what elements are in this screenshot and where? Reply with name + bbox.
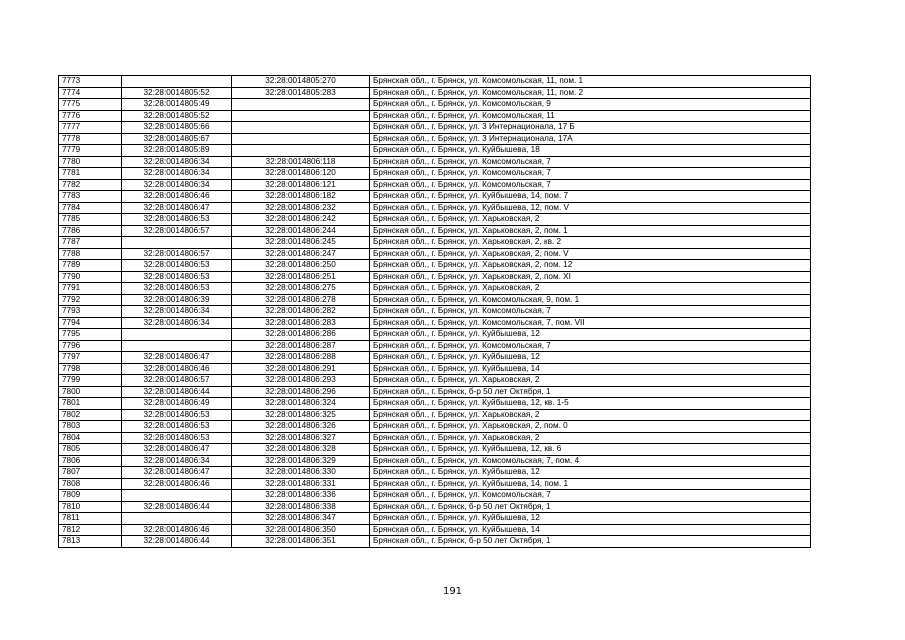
land-cadastral-number-cell	[122, 490, 232, 502]
table-row	[59, 145, 811, 157]
land-cadastral-number-cell: 32:28:0014806:34	[122, 168, 232, 180]
object-cadastral-number-cell: 32:28:0014806:347	[232, 513, 370, 525]
object-cadastral-number-cell: 32:28:0014806:296	[232, 386, 370, 398]
land-cadastral-number-cell: 32:28:0014806:44	[122, 501, 232, 513]
object-cadastral-number-cell	[232, 99, 370, 111]
table-row	[59, 467, 811, 479]
address-cell: Брянская обл., г. Брянск, ул. Харьковская, 2, пом. 0	[370, 421, 811, 433]
address-cell: Брянская обл., г. Брянск, ул. Куйбышева, 12	[370, 329, 811, 341]
table-row	[59, 375, 811, 387]
land-cadastral-number-cell: 32:28:0014806:57	[122, 375, 232, 387]
address-cell: Брянская обл., г. Брянск, ул. Харьковская, 2	[370, 283, 811, 295]
table-row	[59, 432, 811, 444]
address-cell: Брянская обл., г. Брянск, ул. Харьковская, 2, пом. 12	[370, 260, 811, 272]
object-cadastral-number-cell: 32:28:0014806:278	[232, 294, 370, 306]
table-row	[59, 317, 811, 329]
row-number-cell: 7794	[59, 317, 122, 329]
land-cadastral-number-cell: 32:28:0014806:46	[122, 478, 232, 490]
object-cadastral-number-cell: 32:28:0014806:242	[232, 214, 370, 226]
register-table	[58, 75, 811, 548]
address-cell: Брянская обл., г. Брянск, ул. Комсомольская, 7	[370, 168, 811, 180]
object-cadastral-number-cell: 32:28:0014806:250	[232, 260, 370, 272]
table-row	[59, 340, 811, 352]
land-cadastral-number-cell: 32:28:0014806:49	[122, 398, 232, 410]
object-cadastral-number-cell: 32:28:0014806:120	[232, 168, 370, 180]
table-body	[59, 76, 811, 548]
address-cell: Брянская обл., г. Брянск, ул. Куйбышева, 12	[370, 467, 811, 479]
land-cadastral-number-cell	[122, 329, 232, 341]
object-cadastral-number-cell: 32:28:0014806:331	[232, 478, 370, 490]
object-cadastral-number-cell: 32:28:0014806:336	[232, 490, 370, 502]
object-cadastral-number-cell: 32:28:0014806:251	[232, 271, 370, 283]
address-cell: Брянская обл., г. Брянск, ул. Куйбышева, 12	[370, 352, 811, 364]
object-cadastral-number-cell: 32:28:0014806:244	[232, 225, 370, 237]
row-number-cell: 7807	[59, 467, 122, 479]
table-row	[59, 260, 811, 272]
land-cadastral-number-cell	[122, 513, 232, 525]
land-cadastral-number-cell: 32:28:0014806:53	[122, 271, 232, 283]
land-cadastral-number-cell: 32:28:0014806:46	[122, 363, 232, 375]
land-cadastral-number-cell: 32:28:0014806:53	[122, 283, 232, 295]
table-row	[59, 478, 811, 490]
table-row	[59, 524, 811, 536]
address-cell: Брянская обл., г. Брянск, ул. Куйбышева, 12, кв. 6	[370, 444, 811, 456]
row-number-cell: 7797	[59, 352, 122, 364]
land-cadastral-number-cell: 32:28:0014806:34	[122, 156, 232, 168]
table-row	[59, 306, 811, 318]
land-cadastral-number-cell: 32:28:0014805:67	[122, 133, 232, 145]
address-cell: Брянская обл., г. Брянск, ул. Комсомольская, 11	[370, 110, 811, 122]
row-number-cell: 7773	[59, 76, 122, 88]
land-cadastral-number-cell: 32:28:0014806:44	[122, 536, 232, 548]
address-cell: Брянская обл., г. Брянск, ул. Харьковская, 2	[370, 375, 811, 387]
object-cadastral-number-cell	[232, 145, 370, 157]
row-number-cell: 7788	[59, 248, 122, 260]
address-cell: Брянская обл., г. Брянск, ул. 3 Интернационала, 17А	[370, 133, 811, 145]
object-cadastral-number-cell: 32:28:0014806:338	[232, 501, 370, 513]
table-row	[59, 283, 811, 295]
table-row	[59, 421, 811, 433]
object-cadastral-number-cell: 32:28:0014806:329	[232, 455, 370, 467]
land-cadastral-number-cell: 32:28:0014806:47	[122, 352, 232, 364]
land-cadastral-number-cell: 32:28:0014806:47	[122, 444, 232, 456]
address-cell: Брянская обл., г. Брянск, б-р 50 лет Октября, 1	[370, 536, 811, 548]
table-row	[59, 363, 811, 375]
address-cell: Брянская обл., г. Брянск, ул. Харьковская, 2	[370, 409, 811, 421]
address-cell: Брянская обл., г. Брянск, ул. Комсомольская, 7	[370, 490, 811, 502]
address-cell: Брянская обл., г. Брянск, ул. Харьковская, 2, пом. V	[370, 248, 811, 260]
address-cell: Брянская обл., г. Брянск, ул. Харьковская, 2, пом. XI	[370, 271, 811, 283]
table-row	[59, 191, 811, 203]
land-cadastral-number-cell: 32:28:0014806:34	[122, 455, 232, 467]
table-row	[59, 398, 811, 410]
address-cell: Брянская обл., г. Брянск, ул. Куйбышева, 14	[370, 363, 811, 375]
row-number-cell: 7775	[59, 99, 122, 111]
table-row	[59, 513, 811, 525]
land-cadastral-number-cell: 32:28:0014806:34	[122, 306, 232, 318]
land-cadastral-number-cell: 32:28:0014805:49	[122, 99, 232, 111]
table-row	[59, 248, 811, 260]
address-cell: Брянская обл., г. Брянск, ул. Харьковская, 2	[370, 432, 811, 444]
table-row	[59, 490, 811, 502]
table-row	[59, 386, 811, 398]
address-cell: Брянская обл., г. Брянск, ул. Куйбышева, 12	[370, 513, 811, 525]
land-cadastral-number-cell: 32:28:0014806:57	[122, 225, 232, 237]
land-cadastral-number-cell: 32:28:0014806:53	[122, 421, 232, 433]
row-number-cell: 7799	[59, 375, 122, 387]
land-cadastral-number-cell: 32:28:0014806:46	[122, 524, 232, 536]
land-cadastral-number-cell	[122, 340, 232, 352]
address-cell: Брянская обл., г. Брянск, ул. Комсомольская, 7	[370, 340, 811, 352]
row-number-cell: 7802	[59, 409, 122, 421]
address-cell: Брянская обл., г. Брянск, ул. Куйбышева, 14	[370, 524, 811, 536]
object-cadastral-number-cell: 32:28:0014806:247	[232, 248, 370, 260]
table-row	[59, 329, 811, 341]
address-cell: Брянская обл., г. Брянск, ул. Комсомольская, 9, пом. 1	[370, 294, 811, 306]
object-cadastral-number-cell: 32:28:0014806:121	[232, 179, 370, 191]
address-cell: Брянская обл., г. Брянск, б-р 50 лет Октября, 1	[370, 501, 811, 513]
page-number: 191	[442, 586, 463, 597]
address-cell: Брянская обл., г. Брянск, ул. Комсомольская, 7	[370, 156, 811, 168]
land-cadastral-number-cell: 32:28:0014806:39	[122, 294, 232, 306]
object-cadastral-number-cell: 32:28:0014806:275	[232, 283, 370, 295]
land-cadastral-number-cell: 32:28:0014806:53	[122, 260, 232, 272]
address-cell: Брянская обл., г. Брянск, ул. Комсомольская, 9	[370, 99, 811, 111]
object-cadastral-number-cell	[232, 122, 370, 134]
row-number-cell: 7791	[59, 283, 122, 295]
object-cadastral-number-cell: 32:28:0014806:324	[232, 398, 370, 410]
table-row	[59, 76, 811, 88]
object-cadastral-number-cell: 32:28:0014806:245	[232, 237, 370, 249]
object-cadastral-number-cell: 32:28:0014806:232	[232, 202, 370, 214]
address-cell: Брянская обл., г. Брянск, ул. Куйбышева, 12, пом. V	[370, 202, 811, 214]
table-row	[59, 202, 811, 214]
table-row	[59, 536, 811, 548]
row-number-cell: 7811	[59, 513, 122, 525]
object-cadastral-number-cell: 32:28:0014806:293	[232, 375, 370, 387]
address-cell: Брянская обл., г. Брянск, ул. Комсомольская, 7	[370, 179, 811, 191]
row-number-cell: 7813	[59, 536, 122, 548]
address-cell: Брянская обл., г. Брянск, ул. Куйбышева, 18	[370, 145, 811, 157]
land-cadastral-number-cell: 32:28:0014805:52	[122, 110, 232, 122]
object-cadastral-number-cell: 32:28:0014806:282	[232, 306, 370, 318]
row-number-cell: 7790	[59, 271, 122, 283]
row-number-cell: 7778	[59, 133, 122, 145]
object-cadastral-number-cell: 32:28:0014806:288	[232, 352, 370, 364]
row-number-cell: 7774	[59, 87, 122, 99]
object-cadastral-number-cell: 32:28:0014806:330	[232, 467, 370, 479]
address-cell: Брянская обл., г. Брянск, ул. Комсомольская, 7, пом. VII	[370, 317, 811, 329]
row-number-cell: 7810	[59, 501, 122, 513]
object-cadastral-number-cell: 32:28:0014806:326	[232, 421, 370, 433]
row-number-cell: 7779	[59, 145, 122, 157]
address-cell: Брянская обл., г. Брянск, ул. 3 Интернационала, 17 Б	[370, 122, 811, 134]
land-cadastral-number-cell: 32:28:0014806:57	[122, 248, 232, 260]
row-number-cell: 7776	[59, 110, 122, 122]
row-number-cell: 7789	[59, 260, 122, 272]
table-row	[59, 237, 811, 249]
object-cadastral-number-cell: 32:28:0014806:291	[232, 363, 370, 375]
object-cadastral-number-cell	[232, 110, 370, 122]
land-cadastral-number-cell: 32:28:0014806:53	[122, 432, 232, 444]
row-number-cell: 7806	[59, 455, 122, 467]
land-cadastral-number-cell: 32:28:0014806:53	[122, 214, 232, 226]
row-number-cell: 7793	[59, 306, 122, 318]
row-number-cell: 7804	[59, 432, 122, 444]
object-cadastral-number-cell: 32:28:0014806:351	[232, 536, 370, 548]
address-cell: Брянская обл., г. Брянск, б-р 50 лет Октября, 1	[370, 386, 811, 398]
land-cadastral-number-cell	[122, 237, 232, 249]
table-row	[59, 133, 811, 145]
table-row	[59, 294, 811, 306]
table-row	[59, 168, 811, 180]
object-cadastral-number-cell: 32:28:0014805:283	[232, 87, 370, 99]
row-number-cell: 7781	[59, 168, 122, 180]
row-number-cell: 7777	[59, 122, 122, 134]
land-cadastral-number-cell: 32:28:0014806:34	[122, 317, 232, 329]
address-cell: Брянская обл., г. Брянск, ул. Куйбышева, 14, пом. 1	[370, 478, 811, 490]
table-row	[59, 271, 811, 283]
object-cadastral-number-cell: 32:28:0014806:283	[232, 317, 370, 329]
row-number-cell: 7780	[59, 156, 122, 168]
land-cadastral-number-cell: 32:28:0014805:89	[122, 145, 232, 157]
table-row	[59, 179, 811, 191]
row-number-cell: 7792	[59, 294, 122, 306]
row-number-cell: 7800	[59, 386, 122, 398]
address-cell: Брянская обл., г. Брянск, ул. Харьковская, 2	[370, 214, 811, 226]
land-cadastral-number-cell: 32:28:0014806:44	[122, 386, 232, 398]
object-cadastral-number-cell: 32:28:0014806:182	[232, 191, 370, 203]
object-cadastral-number-cell: 32:28:0014806:327	[232, 432, 370, 444]
table-row	[59, 501, 811, 513]
address-cell: Брянская обл., г. Брянск, ул. Куйбышева, 14, пом. 7	[370, 191, 811, 203]
address-cell: Брянская обл., г. Брянск, ул. Комсомольская, 7	[370, 306, 811, 318]
land-cadastral-number-cell: 32:28:0014806:53	[122, 409, 232, 421]
land-cadastral-number-cell: 32:28:0014806:34	[122, 179, 232, 191]
row-number-cell: 7786	[59, 225, 122, 237]
land-cadastral-number-cell	[122, 76, 232, 88]
row-number-cell: 7801	[59, 398, 122, 410]
row-number-cell: 7798	[59, 363, 122, 375]
row-number-cell: 7805	[59, 444, 122, 456]
table-row	[59, 225, 811, 237]
row-number-cell: 7812	[59, 524, 122, 536]
row-number-cell: 7808	[59, 478, 122, 490]
object-cadastral-number-cell: 32:28:0014806:325	[232, 409, 370, 421]
object-cadastral-number-cell: 32:28:0014806:287	[232, 340, 370, 352]
row-number-cell: 7809	[59, 490, 122, 502]
address-cell: Брянская обл., г. Брянск, ул. Комсомольская, 11, пом. 1	[370, 76, 811, 88]
row-number-cell: 7796	[59, 340, 122, 352]
table-row	[59, 352, 811, 364]
address-cell: Брянская обл., г. Брянск, ул. Комсомольская, 7, пом. 4	[370, 455, 811, 467]
object-cadastral-number-cell: 32:28:0014805:270	[232, 76, 370, 88]
table-row	[59, 99, 811, 111]
object-cadastral-number-cell	[232, 133, 370, 145]
row-number-cell: 7803	[59, 421, 122, 433]
table-row	[59, 110, 811, 122]
row-number-cell: 7787	[59, 237, 122, 249]
land-cadastral-number-cell: 32:28:0014806:47	[122, 467, 232, 479]
address-cell: Брянская обл., г. Брянск, ул. Харьковская, 2, пом. 1	[370, 225, 811, 237]
row-number-cell: 7782	[59, 179, 122, 191]
table-row	[59, 214, 811, 226]
land-cadastral-number-cell: 32:28:0014805:52	[122, 87, 232, 99]
object-cadastral-number-cell: 32:28:0014806:286	[232, 329, 370, 341]
table-row	[59, 455, 811, 467]
object-cadastral-number-cell: 32:28:0014806:328	[232, 444, 370, 456]
address-cell: Брянская обл., г. Брянск, ул. Харьковская, 2, кв. 2	[370, 237, 811, 249]
address-cell: Брянская обл., г. Брянск, ул. Куйбышева, 12, кв. 1-5	[370, 398, 811, 410]
address-cell: Брянская обл., г. Брянск, ул. Комсомольская, 11, пом. 2	[370, 87, 811, 99]
land-cadastral-number-cell: 32:28:0014806:46	[122, 191, 232, 203]
table-row	[59, 122, 811, 134]
table-row	[59, 409, 811, 421]
row-number-cell: 7795	[59, 329, 122, 341]
row-number-cell: 7785	[59, 214, 122, 226]
table-row	[59, 444, 811, 456]
table-row	[59, 156, 811, 168]
object-cadastral-number-cell: 32:28:0014806:118	[232, 156, 370, 168]
object-cadastral-number-cell: 32:28:0014806:350	[232, 524, 370, 536]
table-row	[59, 87, 811, 99]
land-cadastral-number-cell: 32:28:0014806:47	[122, 202, 232, 214]
row-number-cell: 7783	[59, 191, 122, 203]
land-cadastral-number-cell: 32:28:0014805:66	[122, 122, 232, 134]
row-number-cell: 7784	[59, 202, 122, 214]
